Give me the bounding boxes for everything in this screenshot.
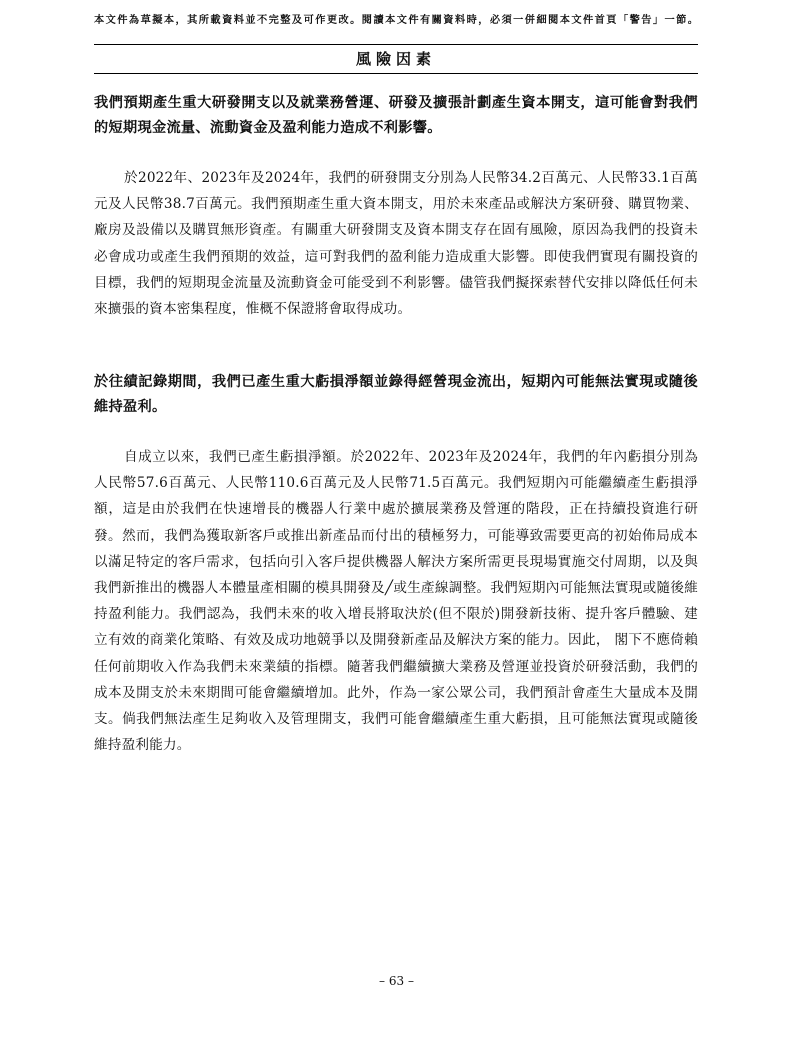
header-rule-bottom: [94, 73, 698, 74]
risk-heading: 我們預期產生重大研發開支以及就業務營運、研發及擴張計劃產生資本開支，這可能會對我們的短期現金流量、流動資金及盈利能力造成不利影響。: [94, 95, 698, 136]
draft-disclaimer: 本文件為草擬本，其所載資料並不完整及可作更改。閱讀本文件有關資料時，必須一併細閱本文件首頁「警告」一節。: [94, 14, 698, 26]
page-number: – 63 –: [379, 974, 414, 988]
risk-paragraph: 於2022年、2023年及2024年，我們的研發開支分別為人民幣34.2百萬元、人民幣33.1百萬元及人民幣38.7百萬元。我們預期產生重大資本開支，用於未來產品或解決方案研發、購買物業、廠房及設備以及購買無形資產。有關重大研發開支及資本開支存在固有風險，原因為我們的投資未必會成功或產生我們預期的效益，這可對我們的盈利能力造成重大影響。即使我們實現有關投資的目標，我們的短期現金流量及流動資金可能受到不利影響。儘管我們擬探索替代安排以降低任何未來擴張的資本密集程度，惟概不保證將會取得成功。: [94, 170, 698, 318]
section-title: 風險因素: [355, 50, 436, 68]
risk-heading: 於往績記錄期間，我們已產生重大虧損淨額並錄得經營現金流出，短期內可能無法實現或隨後維持盈利。: [94, 374, 698, 415]
header-rule-top: [94, 44, 698, 45]
risk-paragraph: 自成立以來，我們已產生虧損淨額。於2022年、2023年及2024年，我們的年內虧損分別為人民幣57.6百萬元、人民幣110.6百萬元及人民幣71.5百萬元。我們短期內可能繼續產生虧損淨額，這是由於我們在快速增長的機器人行業中處於擴展業務及營運的階段，正在持續投資進行研發。然而，我們為獲取新客戶或推出新產品而付出的積極努力，可能導致需要更高的初始佈局成本以滿足特定的客戶需求，包括向引入客戶提供機器人解決方案所需更長現場實施交付周期，以及與我們新推出的機器人本體量產相關的模具開發及╱或生產線調整。我們短期內可能無法實現或隨後維持盈利能力。我們認為，我們未來的收入增長將取決於(但不限於)開發新技術、提升客戶體驗、建立有效的商業化策略、有效及成功地競爭以及開發新產品及解決方案的能力。因此， 閣下不應倚賴任何前期收入作為我們未來業績的指標。隨著我們繼續擴大業務及營運並投資於研發活動，我們的成本及開支於未來期間可能會繼續增加。此外，作為一家公眾公司，我們預計會產生大量成本及開支。倘我們無法產生足夠收入及管理開支，我們可能會繼續產生重大虧損，且可能無法實現或隨後維持盈利能力。: [94, 449, 698, 754]
